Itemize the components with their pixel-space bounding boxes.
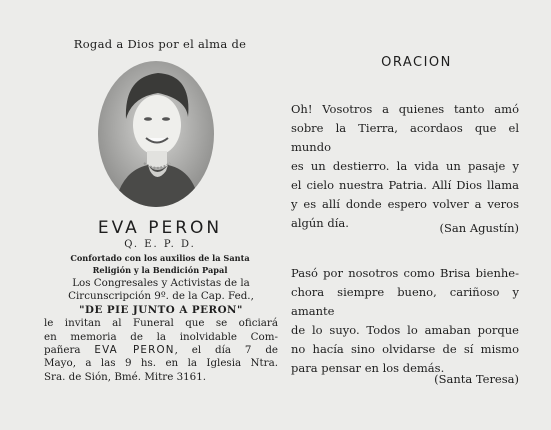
qepd-line: Q. E. P. D. bbox=[124, 239, 196, 250]
invitation-text: Los Congresales y Activistas de la Circunscripción 9º. de la Cap. Fed., "DE PIE JUNTO A PERON" le invitan al Funeral que se oficiará en memoria de la inolvidable Com- pañera EVA PERON, el día 7 de Mayo, a las 9 hs. en la Iglesia Ntra. Sra. de Sión, Bmé. Mitre 3161. bbox=[44, 277, 279, 383]
attribution-san-agustin: (San Agustín) bbox=[439, 221, 519, 235]
confortado-text: Confortado con los auxilios de la Santa Religión y la Bendición Papal bbox=[70, 253, 250, 275]
prayer-santa-teresa: Pasó por nosotros como Brisa bienhe- chora siempre bueno, cariñoso y amante de lo suyo. Todos lo amaban porque no hacía sino olvidarse de sí mismo para pensar en los demás. bbox=[291, 266, 519, 375]
right-panel bbox=[282, 0, 551, 430]
attribution-santa-teresa: (Santa Teresa) bbox=[434, 372, 519, 386]
portrait-photo bbox=[96, 59, 216, 209]
prayer-title: ORACION bbox=[381, 55, 452, 70]
intro-line: Rogad a Dios por el alma de bbox=[73, 37, 247, 51]
prayer-san-agustin: Oh! Vosotros a quienes tanto amó sobre la Tierra, acordaos que el mundo es un destierro. la vida un pasaje y el cielo nuestra Patria. Allí Dios llama y es allí donde espero volver a veros algún día. bbox=[291, 102, 519, 230]
organization-name: "DE PIE JUNTO A PERON" bbox=[79, 303, 243, 316]
deceased-name: EVA PERON bbox=[97, 218, 223, 238]
